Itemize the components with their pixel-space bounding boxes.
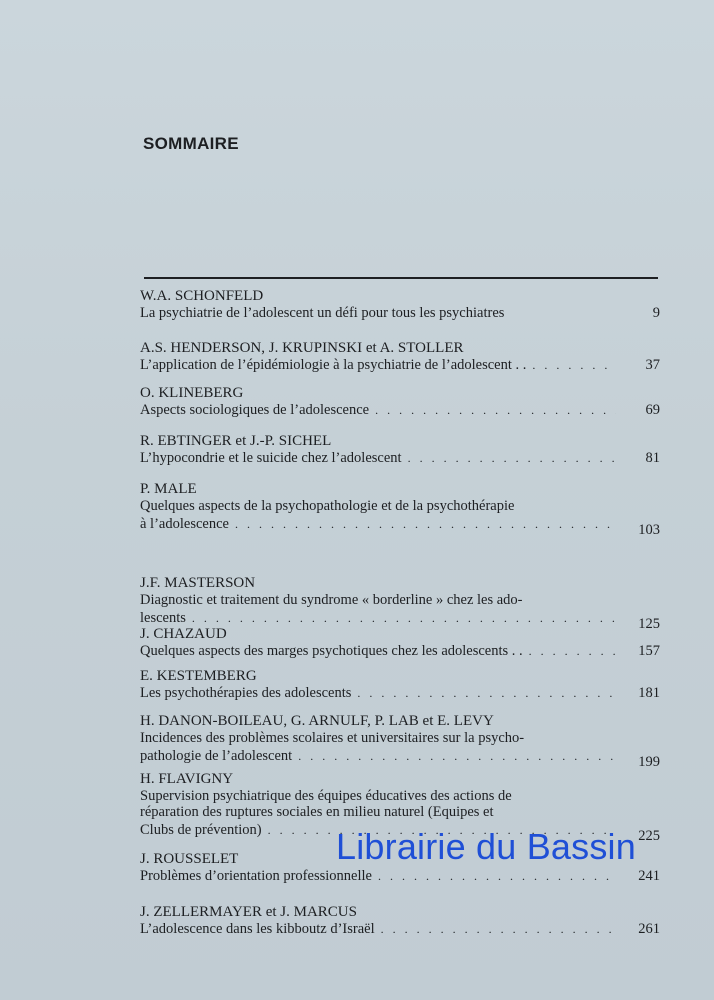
leader-dots bbox=[192, 610, 616, 626]
toc-work-line bbox=[140, 357, 660, 373]
toc-work bbox=[140, 730, 660, 770]
toc-work-text: L’application de l’épidémiologie à la psychiatrie de l’adolescent . . bbox=[140, 357, 527, 373]
toc-work-text: L’adolescence dans les kibboutz d’Israël bbox=[140, 921, 375, 937]
toc-work bbox=[140, 592, 660, 632]
toc-entry bbox=[140, 339, 660, 373]
toc-author: H. DANON-BOILEAU, G. ARNULF, P. LAB et E. LEVY bbox=[140, 713, 494, 729]
toc-entry bbox=[140, 384, 660, 418]
toc-work-line bbox=[140, 305, 660, 321]
toc-work-line bbox=[140, 516, 660, 538]
watermark-text: Librairie du Bassin bbox=[336, 826, 636, 867]
toc-work-line bbox=[140, 868, 660, 884]
leader-dots bbox=[357, 685, 616, 701]
toc-work-line bbox=[140, 402, 660, 418]
toc-author: E. KESTEMBERG bbox=[140, 668, 257, 684]
toc-entry bbox=[140, 480, 660, 538]
toc-page-number: 157 bbox=[638, 643, 660, 659]
leader-dots bbox=[375, 402, 616, 418]
leader-dots bbox=[532, 357, 616, 373]
toc-work-line: Quelques aspects de la psychopathologie et de la psychothérapie bbox=[140, 498, 515, 514]
toc-author: W.A. SCHONFELD bbox=[140, 288, 264, 304]
toc-work-text: Les psychothérapies des adolescents bbox=[140, 685, 352, 701]
toc-work-line bbox=[140, 748, 660, 770]
toc-page-number: 9 bbox=[652, 305, 660, 321]
toc-entry bbox=[140, 903, 660, 937]
toc-page-number: 199 bbox=[638, 754, 660, 770]
toc-page-number: 181 bbox=[638, 685, 660, 701]
toc-work-text: à l’adolescence bbox=[140, 516, 229, 532]
leader-dots bbox=[381, 921, 616, 937]
toc-work bbox=[140, 402, 660, 418]
toc-page-number: 241 bbox=[638, 868, 660, 884]
page-title: SOMMAIRE bbox=[143, 134, 239, 153]
toc-work-line bbox=[140, 643, 660, 659]
toc-page-number: 225 bbox=[638, 828, 660, 844]
toc-author: O. KLINEBERG bbox=[140, 385, 244, 401]
toc-work bbox=[140, 357, 660, 373]
toc-work-text: Aspects sociologiques de l’adolescence bbox=[140, 402, 370, 418]
toc-work-line: Diagnostic et traitement du syndrome « borderline » chez les ado- bbox=[140, 592, 523, 608]
toc-entry bbox=[140, 574, 660, 632]
toc-work-text: La psychiatrie de l’adolescent un défi pour tous les psychiatres bbox=[140, 305, 505, 321]
leader-dots bbox=[529, 643, 616, 659]
toc-author: J. ROUSSELET bbox=[140, 851, 239, 867]
toc-work-line bbox=[140, 685, 660, 701]
toc-work bbox=[140, 868, 660, 884]
toc-work bbox=[140, 498, 660, 538]
toc-work-text: Clubs de prévention) bbox=[140, 822, 262, 838]
toc-author: A.S. HENDERSON, J. KRUPINSKI et A. STOLLER bbox=[140, 340, 464, 356]
toc-work bbox=[140, 921, 660, 937]
leader-dots bbox=[298, 748, 616, 764]
leader-dots bbox=[378, 868, 616, 884]
toc-work-text: pathologie de l’adolescent bbox=[140, 748, 293, 764]
toc-work-line bbox=[140, 921, 660, 937]
toc-entry bbox=[140, 667, 660, 701]
leader-dots bbox=[408, 450, 616, 466]
toc-page-number: 261 bbox=[638, 921, 660, 937]
toc-page-number: 37 bbox=[645, 357, 660, 373]
toc-work-text: Quelques aspects des marges psychotiques chez les adolescents . . bbox=[140, 643, 523, 659]
toc-work-text: lescents bbox=[140, 610, 186, 626]
toc-work-text: L’hypocondrie et le suicide chez l’adolescent bbox=[140, 450, 402, 466]
toc-page-number: 69 bbox=[645, 402, 660, 418]
leader-dots bbox=[235, 516, 616, 532]
toc-author: H. FLAVIGNY bbox=[140, 771, 234, 787]
toc-entry bbox=[140, 287, 660, 321]
toc-entry bbox=[140, 625, 660, 659]
toc-author: J. CHAZAUD bbox=[140, 626, 227, 642]
toc-work bbox=[140, 685, 660, 701]
toc-work bbox=[140, 643, 660, 659]
toc-work-line: Supervision psychiatrique des équipes éducatives des actions de bbox=[140, 788, 512, 804]
toc-author: J.F. MASTERSON bbox=[140, 575, 256, 591]
toc-entry bbox=[140, 432, 660, 466]
toc-page-number: 81 bbox=[645, 450, 660, 466]
toc-page-number: 125 bbox=[638, 616, 660, 632]
toc-page-number: 103 bbox=[638, 522, 660, 538]
toc-work bbox=[140, 450, 660, 466]
toc-work bbox=[140, 305, 660, 321]
toc-author: R. EBTINGER et J.-P. SICHEL bbox=[140, 433, 332, 449]
toc-entry bbox=[140, 712, 660, 770]
toc-author: J. ZELLERMAYER et J. MARCUS bbox=[140, 904, 357, 920]
title-rule bbox=[144, 277, 658, 279]
toc-work-text: Problèmes d’orientation professionnelle bbox=[140, 868, 372, 884]
toc-work-line: réparation des ruptures sociales en milieu naturel (Equipes et bbox=[140, 804, 494, 820]
toc-work-line: Incidences des problèmes scolaires et universitaires sur la psycho- bbox=[140, 730, 525, 746]
toc-author: P. MALE bbox=[140, 481, 197, 497]
toc-work-line bbox=[140, 450, 660, 466]
toc-work-line bbox=[140, 610, 660, 632]
